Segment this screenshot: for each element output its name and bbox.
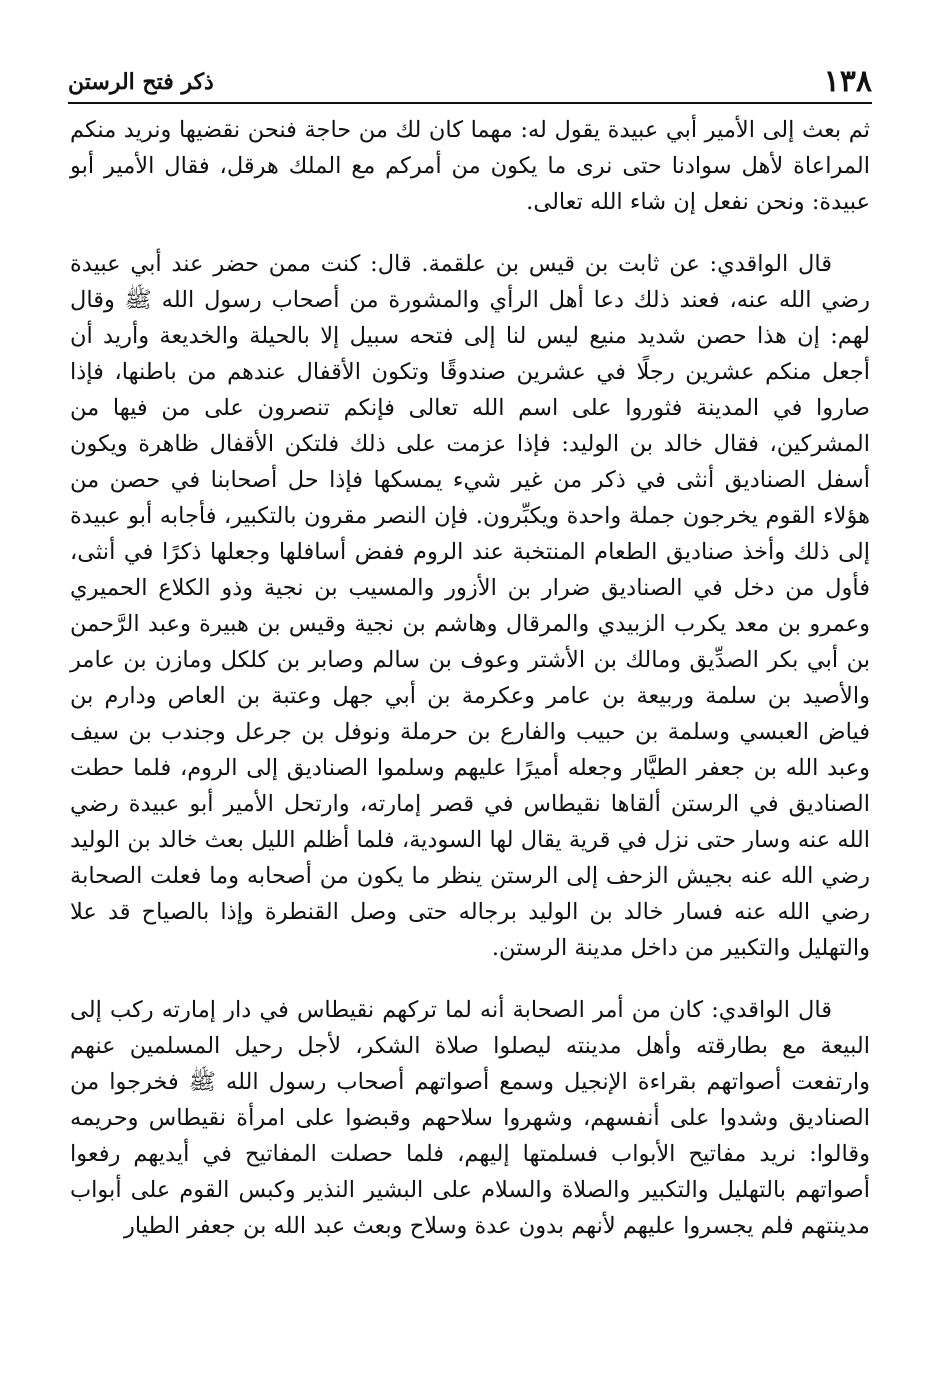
page-body xyxy=(70,112,870,1244)
paragraph-1: ثم بعث إلى الأمير أبي عبيدة يقول له: مهما كان لك من حاجة فنحن نقضيها ونريد منكم المراعاة لأهل سوادنا حتى نرى ما يكون من أمركم مع الملك هرقل، فقال الأمير أبو عبيدة: ونحن نفعل إن شاء الله تعالى. xyxy=(70,117,870,215)
paragraph-3: قال الواقدي: كان من أمر الصحابة أنه لما تركهم نقيطاس في دار إمارته ركب إلى البيعة مع بطارقته وأهل مدينته ليصلوا صلاة الشكر، لأجل رحيل المسلمين عنهم وارتفعت أصواتهم بقراءة الإنجيل وسمع أصواتهم أصحاب رسول الله ﷺ فخرجوا من الصناديق وشدوا على أنفسهم، وشهروا سلاحهم وقبضوا على امرأة نقيطاس وحريمه وقالوا: نريد مفاتيح الأبواب فسلمتها إليهم، فلما حصلت المفاتيح في أيديهم رفعوا أصواتهم بالتهليل والتكبير والصلاة والسلام على البشير النذير وكبس القوم على أبواب مدينتهم فلم يجسروا عليهم لأنهم بدون عدة وسلاح وبعث عبد الله بن جعفر الطيار xyxy=(70,997,870,1239)
paragraph-gap xyxy=(70,220,870,246)
page-header xyxy=(68,62,872,104)
paragraph-2: قال الواقدي: عن ثابت بن قيس بن علقمة. قال: كنت ممن حضر عند أبي عبيدة رضي الله عنه، فعند ذلك دعا أهل الرأي والمشورة من أصحاب رسول الله ﷺ وقال لهم: إن هذا حصن شديد منيع ليس لنا إلى فتحه سبيل إلا بالحيلة والخديعة وأريد أن أجعل منكم عشرين رجلًا في عشرين صندوقًا وتكون الأقفال عندهم من باطنها، فإذا صاروا في المدينة فثوروا على اسم الله تعالى فإنكم تنصرون على من فيها من المشركين، فقال خالد بن الوليد: فإذا عزمت على ذلك فلتكن الأقفال ظاهرة ويكون أسفل الصناديق أنثى في ذكر من غير شيء يمسكها فإذا حل أصحابنا في حصن من هؤلاء القوم يخرجون جملة واحدة ويكبِّرون. فإن النصر مقرون بالتكبير، فأجابه أبو عبيدة إلى ذلك وأخذ صناديق الطعام المنتخبة عند الروم ففض أسافلها وجعلها ذكرًا في أنثى، فأول من دخل في الصناديق ضرار بن الأزور والمسيب بن نجية وذو الكلاع الحميري وعمرو بن معد يكرب الزبيدي والمرقال وهاشم بن نجية وقيس بن هبيرة وعبد الرَّحمن بن أبي بكر الصدِّيق ومالك بن الأشتر وعوف بن سالم وصابر بن كلكل ومازن بن عامر والأصيد بن سلمة وربيعة بن عامر وعكرمة بن أبي جهل وعتبة بن العاص ودارم بن فياض العبسي وسلمة بن حبيب والفارع بن حرملة ونوفل بن جرعل وجندب بن سيف وعبد الله بن جعفر الطيَّار وجعله أميرًا عليهم وسلموا الصناديق إلى الروم، فلما حطت الصناديق في الرستن ألقاها نقيطاس في قصر إمارته، وارتحل الأمير أبو عبيدة رضي الله عنه وسار حتى نزل في قرية يقال لها السودية، فلما أظلم الليل بعث خالد بن الوليد رضي الله عنه بجيش الزحف إلى الرستن ينظر ما يكون من أصحابه وما فعلت الصحابة رضي الله عنه فسار خالد بن الوليد برجاله حتى وصل القنطرة وإذا بالصياح قد علا والتهليل والتكبير من داخل مدينة الرستن. xyxy=(70,251,870,961)
running-title: ذكر فتح الرستن xyxy=(68,69,214,95)
page-number: ١٣٨ xyxy=(823,64,872,99)
paragraph-gap xyxy=(70,966,870,992)
